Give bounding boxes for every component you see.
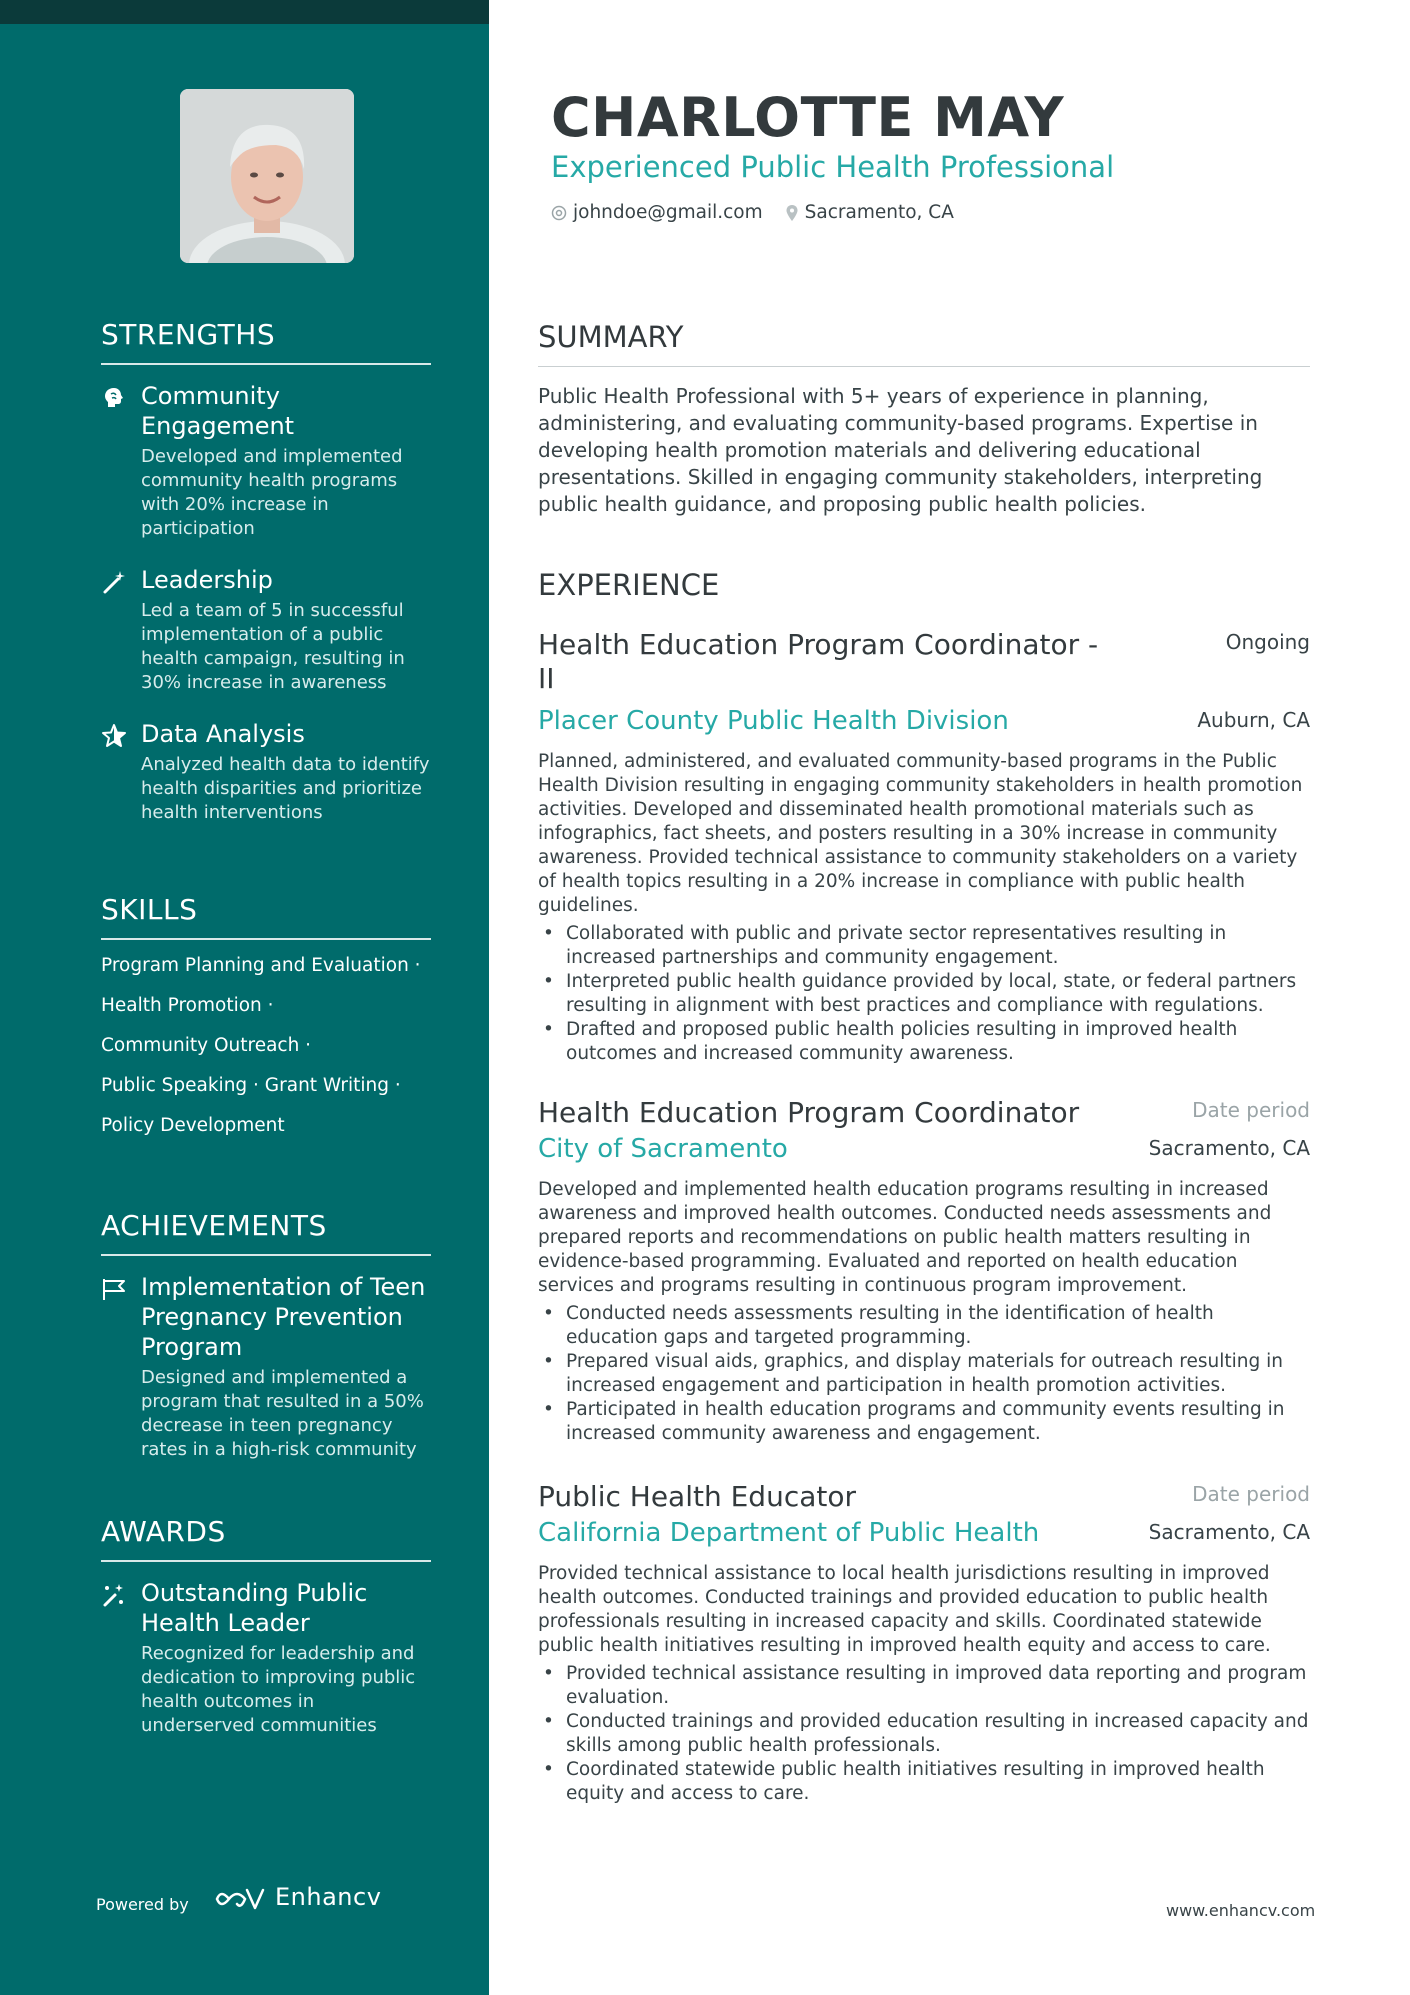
- achievement-item: [101, 1272, 431, 1462]
- magic-wand-icon: [101, 569, 127, 595]
- profile-photo: [180, 89, 354, 263]
- strength-item: [101, 565, 431, 695]
- strength-title: Data Analysis: [141, 720, 305, 748]
- strength-desc: Led a team of 5 in successful implementation of a public health campaign, resulting in 30% increase in awareness: [141, 600, 405, 693]
- skill-line: Policy Development: [101, 1115, 285, 1136]
- experience-entry: [538, 1096, 1310, 1446]
- location-pin-icon: [785, 204, 799, 222]
- company-name: Placer County Public Health Division: [538, 706, 1009, 736]
- experience-title: EXPERIENCE: [538, 568, 720, 602]
- job-bullet: • Participated in health education programs and community events resulting in increased community awareness and engagement.: [538, 1398, 1310, 1446]
- job-bullets: [538, 1302, 1310, 1446]
- job-description: Developed and implemented health education programs resulting in increased awareness and improved health outcomes. Conducted needs assessments and prepared reports and recommendations on public health matters resulting in evidence-based programming. Evaluated and reported on health education services and programs resulting in continuous program improvement.: [538, 1179, 1272, 1296]
- contact-row: [551, 202, 954, 223]
- strength-item: [101, 719, 431, 825]
- sidebar-top-band: [0, 0, 489, 24]
- job-location: Auburn, CA: [1197, 708, 1310, 732]
- job-date: Ongoing: [1225, 630, 1310, 654]
- contact-email[interactable]: [551, 202, 763, 223]
- strengths-title: STRENGTHS: [101, 318, 431, 365]
- job-title: Health Education Program Coordinator - II: [538, 628, 1099, 695]
- candidate-headline: Experienced Public Health Professional: [551, 150, 1115, 184]
- strength-title: Leadership: [141, 566, 273, 594]
- enhancv-brand[interactable]: Enhancv: [275, 1883, 382, 1911]
- job-date: Date period: [1192, 1098, 1310, 1122]
- achievements-title: ACHIEVEMENTS: [101, 1209, 431, 1256]
- job-bullets: [538, 922, 1310, 1066]
- skill-line: Public Speaking · Grant Writing ·: [101, 1075, 401, 1096]
- skills-title: SKILLS: [101, 893, 431, 940]
- summary-title: SUMMARY: [538, 320, 1310, 367]
- achievements-section: [101, 1209, 431, 1462]
- strength-title: Community Engagement: [141, 382, 295, 440]
- skills-section: [101, 893, 431, 1138]
- skill-line: Program Planning and Evaluation ·: [101, 955, 421, 976]
- contact-location: [785, 202, 954, 223]
- awards-section: [101, 1515, 431, 1738]
- job-bullets: [538, 1662, 1310, 1806]
- awards-title: AWARDS: [101, 1515, 431, 1562]
- strengths-section: [101, 318, 431, 825]
- company-name: California Department of Public Health: [538, 1518, 1040, 1548]
- achievement-desc: Designed and implemented a program that resulted in a 50% decrease in teen pregnancy rates in a high-risk community: [141, 1367, 424, 1460]
- award-title: Outstanding Public Health Leader: [141, 1579, 368, 1637]
- flag-icon: [101, 1276, 127, 1302]
- job-bullet: • Conducted trainings and provided education resulting in increased capacity and skills among public health professionals.: [538, 1710, 1310, 1758]
- job-location: Sacramento, CA: [1148, 1136, 1310, 1160]
- job-bullet: • Provided technical assistance resulting in improved data reporting and program evaluation.: [538, 1662, 1310, 1710]
- skill-line: Health Promotion ·: [101, 995, 274, 1016]
- sidebar: [0, 0, 489, 1995]
- star-icon: [101, 723, 127, 749]
- email-text: johndoe@gmail.com: [573, 202, 763, 223]
- job-description: Planned, administered, and evaluated community-based programs in the Public Health Division resulting in engaging community stakeholders in health promotion activities. Developed and disseminated health promotional materials such as infographics, fact sheets, and posters resulting in a 30% increase in community awareness. Provided technical assistance to community stakeholders on a variety of health topics resulting in a 20% increase in compliance with public health guidelines.: [538, 751, 1303, 916]
- summary-text: Public Health Professional with 5+ years of experience in planning, administering, and evaluating community-based programs. Expertise in developing health promotion materials and delivering educational presentations. Skilled in engaging community stakeholders, interpreting public health guidance, and proposing public health policies.: [538, 384, 1263, 516]
- job-description: Provided technical assistance to local health jurisdictions resulting in improved health outcomes. Conducted trainings and provided education to public health professionals resulting in increased capacity and skills. Coordinated statewide public health initiatives resulting in improved health equity and access to care.: [538, 1563, 1271, 1656]
- location-text: Sacramento, CA: [804, 202, 954, 223]
- strength-item: [101, 381, 431, 541]
- job-title: Health Education Program Coordinator: [538, 1096, 1080, 1129]
- website-link[interactable]: www.enhancv.com: [1166, 1901, 1316, 1920]
- strength-desc: Analyzed health data to identify health disparities and prioritize health interventions: [141, 754, 430, 823]
- company-name: City of Sacramento: [538, 1134, 788, 1164]
- award-item: [101, 1578, 431, 1738]
- at-icon: [551, 205, 567, 221]
- job-bullet: • Collaborated with public and private sector representatives resulting in increased partnerships and community engagement.: [538, 922, 1310, 970]
- job-date: Date period: [1192, 1482, 1310, 1506]
- brain-icon: [101, 385, 127, 411]
- candidate-name: CHARLOTTE MAY: [551, 86, 1065, 149]
- job-bullet: • Interpreted public health guidance provided by local, state, or federal partners resulting in alignment with best practices and compliance with regulations.: [538, 970, 1310, 1018]
- award-icon: [101, 1582, 127, 1608]
- achievement-title: Implementation of Teen Pregnancy Prevention Program: [141, 1273, 426, 1361]
- experience-entry: [538, 628, 1310, 1066]
- experience-entry: [538, 1480, 1310, 1806]
- award-desc: Recognized for leadership and dedication to improving public health outcomes in underserved communities: [141, 1643, 416, 1736]
- job-bullet: • Prepared visual aids, graphics, and display materials for outreach resulting in increased engagement and participation in health promotion activities.: [538, 1350, 1310, 1398]
- job-bullet: • Drafted and proposed public health policies resulting in improved health outcomes and increased community awareness.: [538, 1018, 1310, 1066]
- job-location: Sacramento, CA: [1148, 1520, 1310, 1544]
- job-title: Public Health Educator: [538, 1480, 856, 1513]
- powered-by-label: Powered by: [96, 1895, 189, 1914]
- strength-desc: Developed and implemented community health programs with 20% increase in participation: [141, 446, 403, 539]
- skill-line: Community Outreach ·: [101, 1035, 312, 1056]
- job-bullet: • Conducted needs assessments resulting in the identification of health education gaps and targeted programming.: [538, 1302, 1310, 1350]
- job-bullet: • Coordinated statewide public health initiatives resulting in improved health equity and access to care.: [538, 1758, 1310, 1806]
